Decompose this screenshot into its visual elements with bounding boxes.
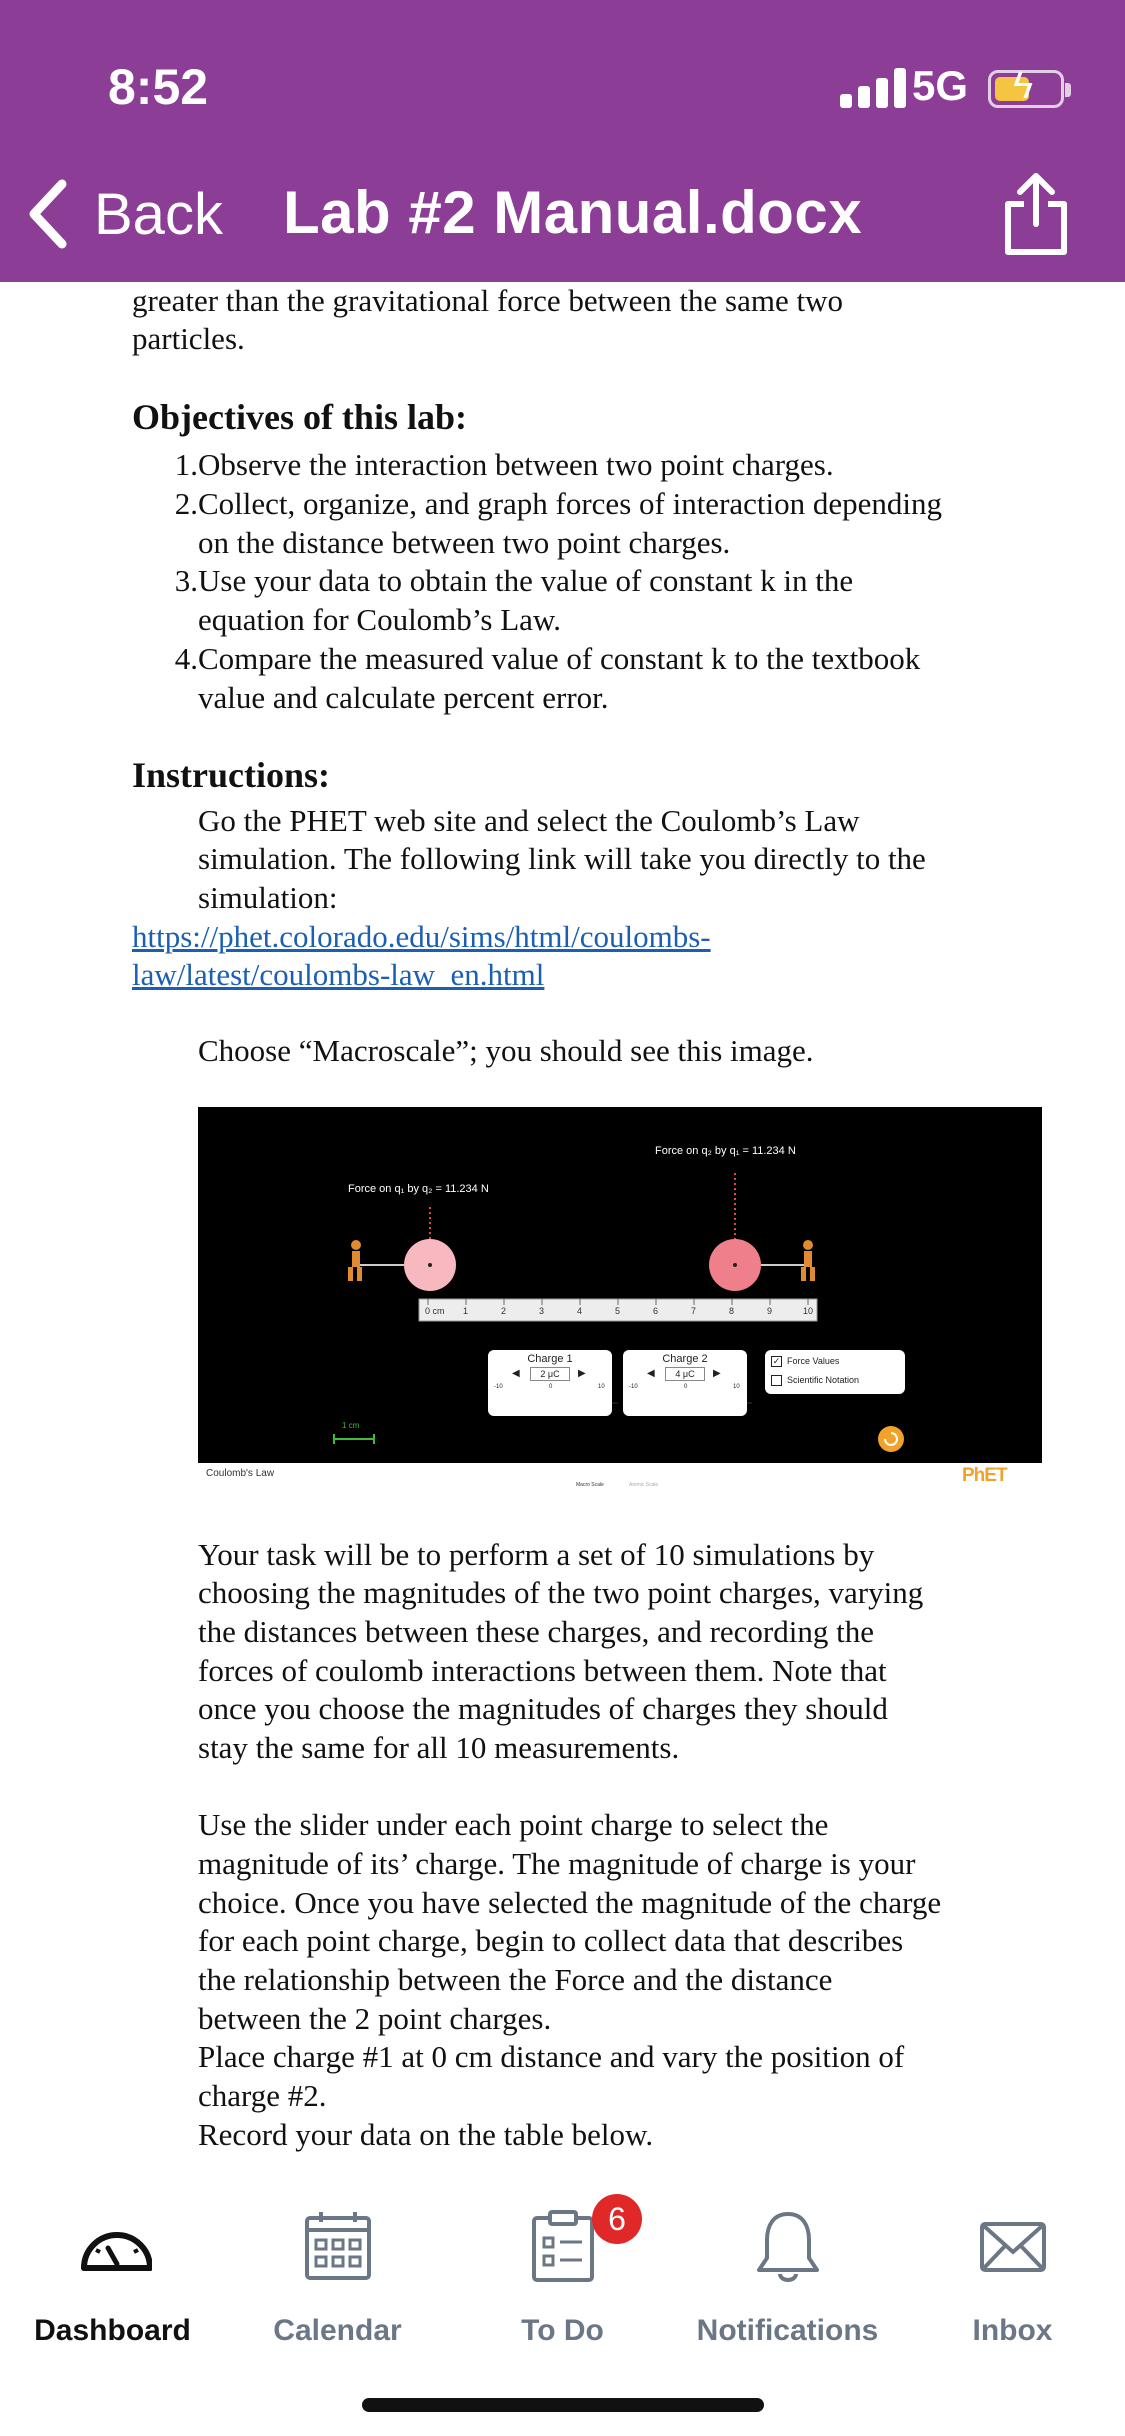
charge1-control[interactable] — [488, 1350, 612, 1416]
task-line: forces of coulomb interactions between them. Note that — [198, 1653, 887, 1688]
charge2-slider-mid: 0 — [684, 1384, 688, 1390]
sim-navbar — [198, 1463, 1042, 1487]
ruler-tick: 9 — [767, 1306, 773, 1316]
objective-text: Observe the interaction between two point charges. — [198, 447, 834, 482]
task-line: the distances between these charges, and recording the — [198, 1614, 874, 1649]
objective-number: 2. — [174, 486, 198, 521]
slider-line: the relationship between the Force and the distance — [198, 1962, 833, 1997]
task-line: choosing the magnitudes of the two point charges, varying — [198, 1575, 924, 1610]
force-values-checkbox[interactable]: ✓ — [772, 1356, 781, 1366]
intro-line-1: greater than the gravitational force between the same two — [132, 283, 843, 318]
instructions-line: simulation: — [198, 880, 338, 915]
task-line: stay the same for all 10 measurements. — [198, 1730, 680, 1765]
tab-dashboard[interactable] — [0, 2210, 225, 2350]
choose-macroscale-text: Choose “Macroscale”; you should see this image. — [198, 1033, 814, 1068]
objective-text: Collect, organize, and graph forces of interaction depending — [198, 486, 943, 521]
phet-link-line-1[interactable]: https://phet.colorado.edu/sims/html/coulombs- — [132, 919, 711, 954]
charge1-slider-mid: 0 — [549, 1384, 553, 1390]
ruler-tick: 7 — [691, 1306, 697, 1316]
share-icon[interactable] — [1000, 168, 1072, 258]
battery-charging-icon: ϟ — [988, 70, 1064, 108]
charge2-slider-min: -10 — [629, 1384, 638, 1390]
charge2-value: 4 μC — [665, 1367, 705, 1381]
back-label: Back — [94, 181, 223, 247]
objective-text: on the distance between two point charges. — [198, 525, 731, 560]
force-q1-label: Force on q₁ by q₂ = 11.234 N — [348, 1183, 489, 1195]
display-options-panel — [765, 1350, 905, 1394]
ruler-tick: 4 — [577, 1306, 583, 1316]
ruler-tick: 3 — [539, 1306, 545, 1316]
network-type: 5G — [912, 62, 969, 109]
todo-count-badge: 6 — [592, 2194, 642, 2244]
charge2-increment-icon[interactable]: ▶ — [713, 1368, 721, 1379]
phet-logo: PhET — [962, 1465, 1007, 1486]
ruler-tick: 6 — [653, 1306, 659, 1316]
slider-line: for each point charge, begin to collect data that describes — [198, 1923, 904, 1958]
charge1-slider-max: 10 — [598, 1384, 605, 1390]
signal-strength-icon — [840, 68, 906, 108]
slider-line: choice. Once you have selected the magnitude of the charge — [198, 1885, 942, 1920]
envelope-icon — [978, 2210, 1048, 2282]
tab-label: Notifications — [696, 2314, 879, 2347]
tab-label: To Do — [521, 2314, 604, 2347]
task-line: once you choose the magnitudes of charges they should — [198, 1691, 888, 1726]
scale-label: 1 cm — [342, 1421, 360, 1430]
chevron-left-icon — [24, 178, 72, 250]
dashboard-gauge-icon — [74, 2210, 152, 2282]
coulombs-law-sim-image — [198, 1107, 1042, 1487]
macro-scale-label: Macro Scale — [576, 1482, 604, 1488]
phet-link-line-2[interactable]: law/latest/coulombs-law_en.html — [132, 957, 545, 992]
charge1-increment-icon[interactable]: ▶ — [578, 1368, 586, 1379]
tab-todo[interactable] — [450, 2210, 675, 2350]
instructions-line: Go the PHET web site and select the Coulomb’s Law — [198, 803, 860, 838]
objective-text: value and calculate percent error. — [198, 680, 609, 715]
objective-text: Use your data to obtain the value of constant k in the — [198, 563, 854, 598]
objective-number: 4. — [174, 641, 198, 676]
bell-icon — [753, 2210, 823, 2282]
objective-item — [162, 485, 1002, 563]
objective-item — [162, 562, 1002, 640]
charge1-label: Charge 1 — [527, 1353, 573, 1365]
status-time: 8:52 — [108, 59, 209, 115]
tab-inbox[interactable] — [900, 2210, 1125, 2350]
calendar-icon — [303, 2210, 373, 2282]
charge2-slider-max: 10 — [733, 1384, 740, 1390]
charge2-label: Charge 2 — [662, 1353, 708, 1365]
atomic-scale-label: Atomic Scale — [629, 1482, 659, 1488]
charge2-decrement-icon[interactable]: ◀ — [647, 1368, 655, 1379]
todo-clipboard-icon — [528, 2210, 598, 2282]
charge1-decrement-icon[interactable]: ◀ — [512, 1368, 520, 1379]
objectives-heading: Objectives of this lab: — [132, 397, 467, 437]
tab-notifications[interactable] — [675, 2210, 900, 2350]
scientific-notation-label: Scientific Notation — [787, 1375, 860, 1385]
bottom-tab-bar — [0, 2172, 1125, 2436]
home-indicator[interactable] — [362, 2398, 764, 2412]
place-line: Place charge #1 at 0 cm distance and vary the position of — [198, 2039, 905, 2074]
charge2-control[interactable] — [623, 1350, 747, 1416]
app-header — [0, 0, 1125, 282]
objective-text: Compare the measured value of constant k to the textbook — [198, 641, 921, 676]
record-text: Record your data on the table below. — [198, 2117, 654, 2152]
instructions-line: simulation. The following link will take you directly to the — [198, 841, 926, 876]
ruler-tick: 8 — [729, 1306, 735, 1316]
ruler-tick: 2 — [501, 1306, 507, 1316]
objective-text: equation for Coulomb’s Law. — [198, 602, 562, 637]
place-line: charge #2. — [198, 2078, 327, 2113]
scientific-notation-checkbox[interactable] — [771, 1375, 782, 1386]
objective-number: 1. — [174, 447, 198, 482]
force-values-label: Force Values — [787, 1356, 840, 1366]
ruler-tick: 5 — [615, 1306, 621, 1316]
slider-line: between the 2 point charges. — [198, 2001, 552, 2036]
sim-title: Coulomb's Law — [206, 1468, 275, 1479]
task-line: Your task will be to perform a set of 10 simulations by — [198, 1537, 875, 1572]
charge1-value: 2 μC — [530, 1367, 570, 1381]
back-button[interactable] — [24, 176, 223, 252]
objective-item — [162, 640, 1002, 718]
tab-label: Dashboard — [34, 2314, 191, 2347]
slider-line: Use the slider under each point charge to select the — [198, 1807, 829, 1842]
ruler-tick: 10 — [803, 1306, 814, 1316]
ruler-tick: 0 cm — [425, 1306, 445, 1316]
tab-calendar[interactable] — [225, 2210, 450, 2350]
intro-line-2: particles. — [132, 321, 245, 356]
ruler-tick: 1 — [463, 1306, 469, 1316]
tab-label: Inbox — [972, 2314, 1053, 2347]
tab-label: Calendar — [273, 2314, 402, 2347]
document-title: Lab #2 Manual.docx — [283, 179, 863, 246]
document-viewer[interactable] — [0, 282, 1125, 2172]
charge1-slider-min: -10 — [494, 1384, 503, 1390]
instructions-heading: Instructions: — [132, 755, 331, 795]
objective-number: 3. — [174, 563, 198, 598]
sim-drawing — [198, 1107, 1042, 1487]
slider-line: magnitude of its’ charge. The magnitude of charge is your — [198, 1846, 916, 1881]
force-q2-label: Force on q₂ by q₁ = 11.234 N — [655, 1145, 796, 1157]
